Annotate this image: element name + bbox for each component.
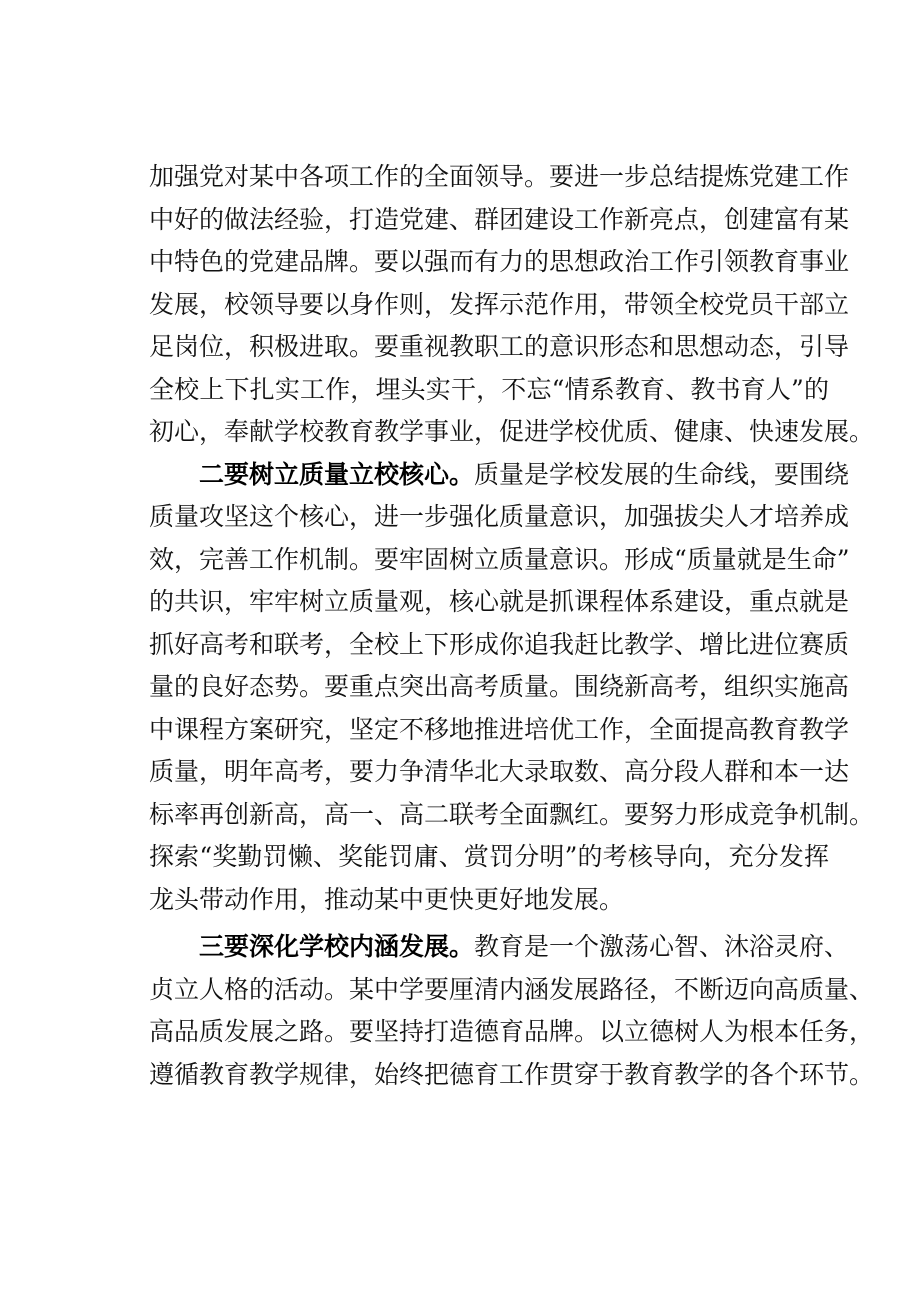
paragraph-line: 足岗位，积极进取。要重视教职工的意识形态和思想动态，引导 bbox=[149, 332, 850, 361]
paragraph-line: 全校上下扎实工作，埋头实干，不忘“情系教育、教书育人”的 bbox=[149, 374, 829, 404]
document-body bbox=[149, 156, 875, 1096]
paragraph-line: 遵循教育教学规律，始终把德育工作贯穿于教育教学的各个环节。 bbox=[149, 1059, 875, 1089]
paragraph-first-line bbox=[149, 454, 850, 497]
paragraph-line: 中好的做法经验，打造党建、群团建设工作新亮点，创建富有某 bbox=[149, 204, 850, 234]
paragraph-line: 量的良好态势。要重点突出高考质量。围绕新高考，组织实施高 bbox=[149, 672, 850, 701]
paragraph-3 bbox=[149, 926, 875, 1096]
paragraph-line: 质量，明年高考，要力争清华北大录取数、高分段人群和本一达 bbox=[149, 757, 850, 786]
paragraph-line: 的共识，牢牢树立质量观，核心就是抓课程体系建设，重点就是 bbox=[149, 587, 850, 616]
paragraph-first-line bbox=[149, 926, 850, 969]
paragraph-line: 贞立人格的活动。某中学要厘清内涵发展路径，不断迈向高质量、 bbox=[149, 974, 875, 1004]
paragraph-text: 质量是学校发展的生命线，要围绕 bbox=[474, 459, 850, 489]
paragraph-1 bbox=[149, 156, 875, 454]
paragraph-text: 教育是一个激荡心智、沐浴灵府、 bbox=[474, 932, 850, 961]
paragraph-2 bbox=[149, 454, 875, 922]
paragraph-line: 探索“奖勤罚懒、奖能罚庸、赏罚分明”的考核导向，充分发挥 bbox=[149, 842, 829, 871]
paragraph-line: 中课程方案研究，坚定不移地推进培优工作，全面提高教育教学 bbox=[149, 714, 850, 744]
section-heading: 二要树立质量立校核心。 bbox=[199, 459, 475, 489]
paragraph-line: 抓好高考和联考，全校上下形成你追我赶比教学、增比进位赛质 bbox=[149, 629, 850, 659]
paragraph-line: 效，完善工作机制。要牢固树立质量意识。形成“质量就是生命” bbox=[149, 544, 850, 574]
paragraph-line: 发展，校领导要以身作则，发挥示范作用，带领全校党员干部立 bbox=[149, 289, 850, 319]
paragraph-line: 中特色的党建品牌。要以强而有力的思想政治工作引领教育事业 bbox=[149, 247, 850, 276]
paragraph-line: 加强党对某中各项工作的全面领导。要进一步总结提炼党建工作 bbox=[149, 162, 850, 191]
paragraph-line: 龙头带动作用，推动某中更快更好地发展。 bbox=[149, 884, 625, 914]
paragraph-line: 质量攻坚这个核心，进一步强化质量意识，加强拔尖人才培养成 bbox=[149, 502, 850, 531]
paragraph-line: 标率再创新高，高一、高二联考全面飘红。要努力形成竞争机制。 bbox=[149, 799, 875, 829]
paragraph-line: 初心，奉献学校教育教学事业，促进学校优质、健康、快速发展。 bbox=[149, 417, 875, 446]
section-heading: 三要深化学校内涵发展。 bbox=[199, 932, 475, 961]
paragraph-line: 高品质发展之路。要坚持打造德育品牌。以立德树人为根本任务， bbox=[149, 1017, 875, 1046]
